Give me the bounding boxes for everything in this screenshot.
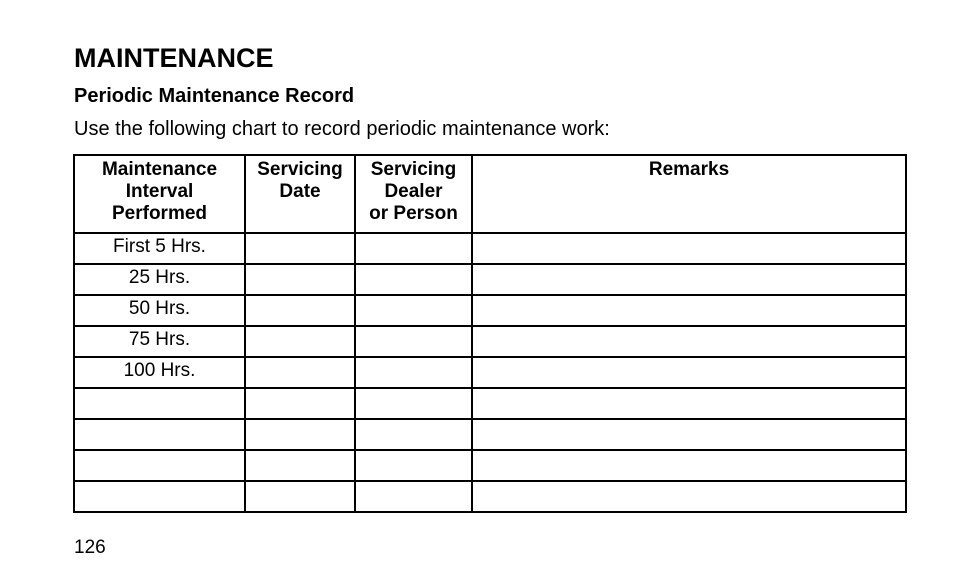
- dealer-cell: [355, 295, 472, 326]
- table-row: [74, 357, 906, 388]
- interval-cell: First 5 Hrs.: [74, 233, 245, 264]
- date-cell: [245, 481, 355, 512]
- remarks-cell: [472, 264, 906, 295]
- dealer-cell: [355, 264, 472, 295]
- remarks-cell: [472, 295, 906, 326]
- table-row: [74, 295, 906, 326]
- interval-cell: [74, 481, 245, 512]
- date-cell: [245, 357, 355, 388]
- interval-cell: [74, 450, 245, 481]
- interval-cell: 25 Hrs.: [74, 264, 245, 295]
- table-header-row: [74, 155, 906, 233]
- date-cell: [245, 388, 355, 419]
- table-row: [74, 388, 906, 419]
- table-row: [74, 233, 906, 264]
- remarks-cell: [472, 233, 906, 264]
- header-line: Remarks: [648, 159, 730, 180]
- table-row: [74, 264, 906, 295]
- date-cell: [245, 450, 355, 481]
- table-row: [74, 481, 906, 512]
- date-cell: [245, 264, 355, 295]
- dealer-cell: [355, 357, 472, 388]
- header-line: Maintenance: [101, 159, 218, 180]
- page-number: 126: [74, 537, 106, 558]
- dealer-cell: [355, 450, 472, 481]
- date-cell: [245, 295, 355, 326]
- dealer-cell: [355, 481, 472, 512]
- interval-cell: [74, 419, 245, 450]
- header-maintenance-interval: [74, 155, 245, 233]
- header-line: Performed: [111, 203, 208, 224]
- table-row: [74, 450, 906, 481]
- record-subtitle: Periodic Maintenance Record: [74, 85, 355, 107]
- header-line: Dealer: [384, 181, 443, 202]
- interval-cell: 50 Hrs.: [74, 295, 245, 326]
- header-line: or Person: [369, 203, 458, 224]
- date-cell: [245, 419, 355, 450]
- date-cell: [245, 326, 355, 357]
- remarks-cell: [472, 419, 906, 450]
- dealer-cell: [355, 419, 472, 450]
- remarks-cell: [472, 450, 906, 481]
- maintenance-record-table: [73, 154, 907, 513]
- header-remarks: [472, 155, 906, 233]
- date-cell: [245, 233, 355, 264]
- table-body: [74, 233, 906, 512]
- interval-cell: 75 Hrs.: [74, 326, 245, 357]
- header-servicing-date: [245, 155, 355, 233]
- dealer-cell: [355, 326, 472, 357]
- header-line: Servicing: [257, 159, 343, 180]
- dealer-cell: [355, 388, 472, 419]
- remarks-cell: [472, 481, 906, 512]
- header-line: Servicing: [370, 159, 457, 180]
- remarks-cell: [472, 388, 906, 419]
- interval-cell: [74, 388, 245, 419]
- header-line: Date: [279, 181, 321, 202]
- remarks-cell: [472, 357, 906, 388]
- table-row: [74, 419, 906, 450]
- dealer-cell: [355, 233, 472, 264]
- interval-cell: 100 Hrs.: [74, 357, 245, 388]
- header-servicing-dealer: [355, 155, 472, 233]
- intro-text: Use the following chart to record periodic maintenance work:: [74, 118, 610, 140]
- remarks-cell: [472, 326, 906, 357]
- section-title: MAINTENANCE: [74, 43, 274, 73]
- header-line: Interval: [125, 181, 194, 202]
- table-row: [74, 326, 906, 357]
